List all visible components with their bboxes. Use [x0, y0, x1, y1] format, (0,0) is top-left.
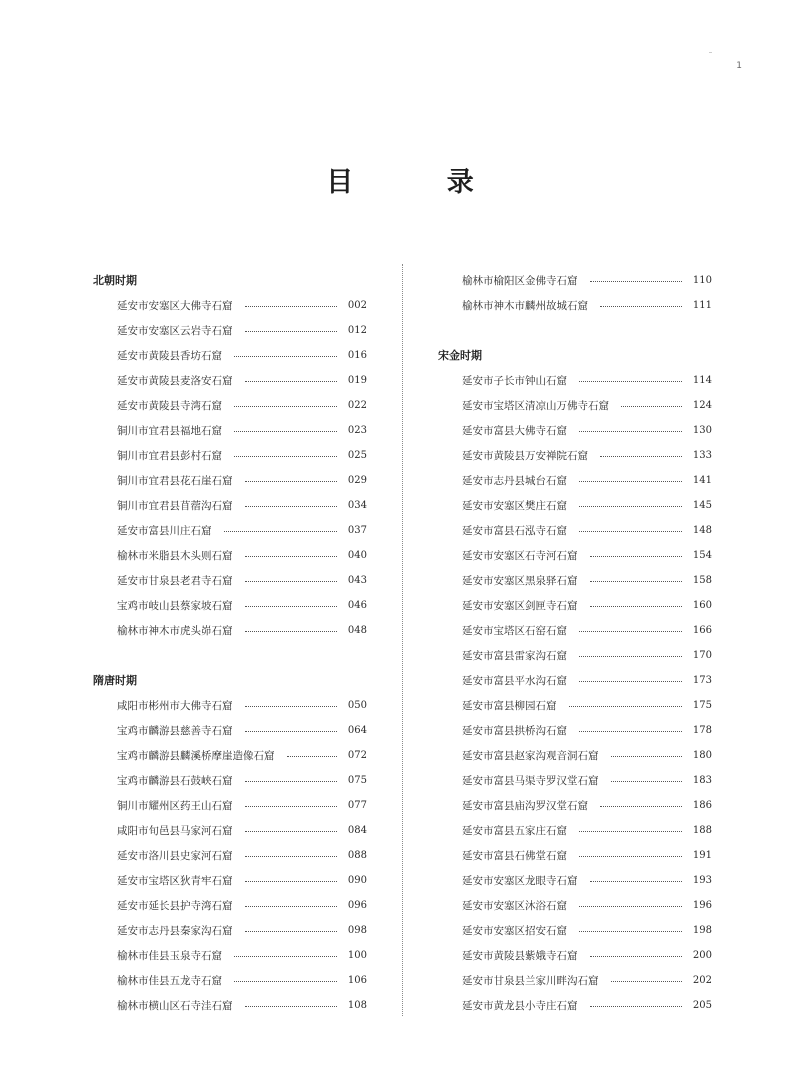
- entry-page-number: 180: [692, 750, 712, 761]
- toc-entry[interactable]: [93, 768, 367, 793]
- entry-page-number: 034: [347, 500, 367, 511]
- toc-entry[interactable]: [438, 468, 712, 493]
- toc-entry[interactable]: [438, 593, 712, 618]
- toc-entry[interactable]: [438, 893, 712, 918]
- entry-title: 榆林市横山区石寺洼石窟: [117, 1000, 233, 1012]
- entry-page-number: 098: [347, 925, 367, 936]
- dot-leader: [245, 506, 338, 507]
- toc-section: [93, 268, 367, 643]
- entry-page-number: 205: [692, 1000, 712, 1011]
- toc-entry[interactable]: [93, 493, 367, 518]
- entry-page-number: 170: [692, 650, 712, 661]
- toc-entry[interactable]: [93, 893, 367, 918]
- page-number: 1: [736, 61, 742, 71]
- entry-page-number: 023: [347, 425, 367, 436]
- toc-entry[interactable]: [438, 843, 712, 868]
- dot-leader: [245, 856, 338, 857]
- entry-title: 延安市富县庙沟罗汉堂石窟: [462, 800, 588, 812]
- entry-title: 咸阳市彬州市大佛寺石窟: [117, 700, 233, 712]
- entry-page-number: 029: [347, 475, 367, 486]
- dot-leader: [245, 381, 338, 382]
- entry-page-number: 072: [347, 750, 367, 761]
- entry-title: 延安市安塞区剑匣寺石窟: [462, 600, 578, 612]
- toc-entry[interactable]: [438, 518, 712, 543]
- toc-entry[interactable]: [93, 743, 367, 768]
- entry-title: 延安市黄陵县万安禅院石窟: [462, 450, 588, 462]
- entry-page-number: 002: [347, 300, 367, 311]
- entry-page-number: 188: [692, 825, 712, 836]
- entry-page-number: 019: [347, 375, 367, 386]
- page-corner-mark: [709, 52, 712, 53]
- toc-entry[interactable]: [438, 993, 712, 1018]
- entry-page-number: 145: [692, 500, 712, 511]
- entry-title: 延安市富县拱桥沟石窟: [462, 725, 567, 737]
- entry-title: 宝鸡市麟游县石鼓峡石窟: [117, 775, 233, 787]
- entry-page-number: 096: [347, 900, 367, 911]
- dot-leader: [590, 556, 683, 557]
- dot-leader: [234, 431, 337, 432]
- entry-page-number: 012: [347, 325, 367, 336]
- dot-leader: [245, 581, 338, 582]
- entry-page-number: 050: [347, 700, 367, 711]
- toc-entry[interactable]: [438, 618, 712, 643]
- entry-title: 延安市志丹县城台石窟: [462, 475, 567, 487]
- entry-title: 榆林市佳县五龙寺石窟: [117, 975, 222, 987]
- entry-title: 铜川市宜君县福地石窟: [117, 425, 222, 437]
- entry-page-number: 193: [692, 875, 712, 886]
- entry-title: 榆林市榆阳区金佛寺石窟: [462, 275, 578, 287]
- page-title: 目 录: [326, 167, 516, 198]
- toc-entry[interactable]: [438, 793, 712, 818]
- entry-title: 延安市安塞区沐浴石窟: [462, 900, 567, 912]
- toc-entry[interactable]: [93, 993, 367, 1018]
- entry-title: 延安市安塞区龙眼寺石窟: [462, 875, 578, 887]
- toc-entry[interactable]: [93, 968, 367, 993]
- toc-entry[interactable]: [93, 818, 367, 843]
- entry-page-number: 124: [692, 400, 712, 411]
- entry-page-number: 022: [347, 400, 367, 411]
- toc-right-column: [438, 268, 712, 1043]
- entry-title: 榆林市佳县玉泉寺石窟: [117, 950, 222, 962]
- entry-page-number: 040: [347, 550, 367, 561]
- toc-entry[interactable]: [438, 443, 712, 468]
- dot-leader: [245, 331, 338, 332]
- entry-title: 宝鸡市岐山县蔡家坡石窟: [117, 600, 233, 612]
- entry-page-number: 037: [347, 525, 367, 536]
- dot-leader: [579, 431, 682, 432]
- toc-entry[interactable]: [438, 393, 712, 418]
- entry-title: 延安市富县石泓寺石窟: [462, 525, 567, 537]
- dot-leader: [579, 931, 682, 932]
- dot-leader: [611, 981, 683, 982]
- entry-page-number: 141: [692, 475, 712, 486]
- entry-title: 延安市洛川县史家河石窟: [117, 850, 233, 862]
- toc-entry[interactable]: [438, 643, 712, 668]
- entry-title: 榆林市神木市虎头峁石窟: [117, 625, 233, 637]
- entry-title: 延安市黄陵县麦洛安石窟: [117, 375, 233, 387]
- toc-entry[interactable]: [438, 543, 712, 568]
- toc-entry[interactable]: [93, 568, 367, 593]
- dot-leader: [245, 306, 338, 307]
- entry-page-number: 106: [347, 975, 367, 986]
- entry-title: 铜川市宜君县花石崖石窟: [117, 475, 233, 487]
- dot-leader: [590, 581, 683, 582]
- entry-page-number: 043: [347, 575, 367, 586]
- entry-title: 延安市安塞区招安石窟: [462, 925, 567, 937]
- entry-title: 延安市志丹县秦家沟石窟: [117, 925, 233, 937]
- entry-page-number: 084: [347, 825, 367, 836]
- toc-entry[interactable]: [93, 293, 367, 318]
- entry-page-number: 198: [692, 925, 712, 936]
- entry-title: 铜川市宜君县彭村石窟: [117, 450, 222, 462]
- toc-entry[interactable]: [438, 418, 712, 443]
- entry-page-number: 166: [692, 625, 712, 636]
- dot-leader: [234, 981, 337, 982]
- entry-page-number: 186: [692, 800, 712, 811]
- dot-leader: [600, 306, 682, 307]
- toc-entry[interactable]: [93, 368, 367, 393]
- entry-page-number: 130: [692, 425, 712, 436]
- entry-title: 延安市延长县护寺湾石窟: [117, 900, 233, 912]
- entry-title: 延安市宝塔区清凉山万佛寺石窟: [462, 400, 609, 412]
- dot-leader: [245, 731, 338, 732]
- entry-title: 延安市安塞区樊庄石窟: [462, 500, 567, 512]
- entry-title: 榆林市神木市麟州故城石窟: [462, 300, 588, 312]
- dot-leader: [611, 756, 683, 757]
- dot-leader: [600, 806, 682, 807]
- dot-leader: [579, 531, 682, 532]
- dot-leader: [234, 356, 337, 357]
- entry-title: 延安市黄陵县寺湾石窟: [117, 400, 222, 412]
- toc-entry[interactable]: [93, 918, 367, 943]
- dot-leader: [579, 731, 682, 732]
- entry-page-number: 088: [347, 850, 367, 861]
- dot-leader: [245, 831, 338, 832]
- toc-entry[interactable]: [438, 368, 712, 393]
- toc-entry[interactable]: [93, 843, 367, 868]
- entry-title: 延安市富县柳园石窟: [462, 700, 557, 712]
- entry-page-number: 111: [692, 300, 712, 311]
- dot-leader: [245, 931, 338, 932]
- dot-leader: [224, 531, 338, 532]
- toc-entry[interactable]: [93, 443, 367, 468]
- dot-leader: [579, 381, 682, 382]
- entry-title: 延安市富县五家庄石窟: [462, 825, 567, 837]
- toc-entry[interactable]: [438, 568, 712, 593]
- toc-entry[interactable]: [93, 543, 367, 568]
- dot-leader: [590, 881, 683, 882]
- entry-title: 宝鸡市麟游县慈善寺石窟: [117, 725, 233, 737]
- entry-title: 宝鸡市麟游县麟溪桥摩崖造像石窟: [117, 750, 275, 762]
- entry-page-number: 175: [692, 700, 712, 711]
- dot-leader: [287, 756, 338, 757]
- dot-leader: [590, 281, 683, 282]
- entry-page-number: 196: [692, 900, 712, 911]
- toc-left-column: [93, 268, 367, 1043]
- dot-leader: [245, 481, 338, 482]
- toc-entry[interactable]: [93, 318, 367, 343]
- entry-title: 咸阳市旬邑县马家河石窟: [117, 825, 233, 837]
- toc-entry[interactable]: [93, 468, 367, 493]
- dot-leader: [579, 656, 682, 657]
- dot-leader: [245, 781, 338, 782]
- dot-leader: [234, 456, 337, 457]
- entry-page-number: 108: [347, 1000, 367, 1011]
- toc-entry[interactable]: [93, 693, 367, 718]
- entry-page-number: 046: [347, 600, 367, 611]
- dot-leader: [245, 881, 338, 882]
- toc-section: [93, 668, 367, 1018]
- entry-title: 延安市富县石佛堂石窟: [462, 850, 567, 862]
- toc-entry[interactable]: [438, 493, 712, 518]
- entry-title: 延安市黄龙县小寺庄石窟: [462, 1000, 578, 1012]
- entry-page-number: 200: [692, 950, 712, 961]
- section-title: 北朝时期: [93, 274, 137, 287]
- entry-page-number: 090: [347, 875, 367, 886]
- dot-leader: [590, 606, 683, 607]
- entry-page-number: 048: [347, 625, 367, 636]
- dot-leader: [569, 706, 683, 707]
- dot-leader: [245, 606, 338, 607]
- entry-page-number: 154: [692, 550, 712, 561]
- entry-title: 延安市富县马渠寺罗汉堂石窟: [462, 775, 599, 787]
- toc-entry[interactable]: [93, 418, 367, 443]
- entry-title: 铜川市耀州区药王山石窟: [117, 800, 233, 812]
- dot-leader: [579, 856, 682, 857]
- toc-entry[interactable]: [93, 393, 367, 418]
- dot-leader: [579, 506, 682, 507]
- dot-leader: [611, 781, 683, 782]
- toc-entry[interactable]: [438, 818, 712, 843]
- entry-page-number: 183: [692, 775, 712, 786]
- toc-entry[interactable]: [93, 943, 367, 968]
- dot-leader: [579, 906, 682, 907]
- entry-title: 延安市宝塔区石窑石窟: [462, 625, 567, 637]
- entry-title: 延安市子长市钟山石窟: [462, 375, 567, 387]
- entry-page-number: 025: [347, 450, 367, 461]
- dot-leader: [245, 556, 338, 557]
- entry-page-number: 100: [347, 950, 367, 961]
- toc-entry[interactable]: [438, 268, 712, 293]
- dot-leader: [245, 806, 338, 807]
- toc-entry[interactable]: [93, 518, 367, 543]
- entry-title: 延安市富县大佛寺石窟: [462, 425, 567, 437]
- entry-title: 延安市富县平水沟石窟: [462, 675, 567, 687]
- entry-page-number: 173: [692, 675, 712, 686]
- entry-title: 延安市宝塔区狄青牢石窟: [117, 875, 233, 887]
- entry-page-number: 191: [692, 850, 712, 861]
- dot-leader: [579, 481, 682, 482]
- entry-title: 榆林市米脂县木头则石窟: [117, 550, 233, 562]
- dot-leader: [579, 681, 682, 682]
- entry-title: 延安市安塞区黑泉驿石窟: [462, 575, 578, 587]
- entry-page-number: 133: [692, 450, 712, 461]
- entry-title: 延安市富县雷家沟石窟: [462, 650, 567, 662]
- entry-title: 延安市安塞区石寺河石窟: [462, 550, 578, 562]
- entry-title: 延安市黄陵县香坊石窟: [117, 350, 222, 362]
- toc-entry[interactable]: [438, 693, 712, 718]
- entry-page-number: 077: [347, 800, 367, 811]
- toc-section: [438, 268, 712, 318]
- dot-leader: [600, 456, 682, 457]
- toc-entry[interactable]: [93, 343, 367, 368]
- dot-leader: [234, 956, 337, 957]
- toc-entry[interactable]: [438, 768, 712, 793]
- toc-entry[interactable]: [93, 868, 367, 893]
- entry-page-number: 064: [347, 725, 367, 736]
- entry-title: 延安市安塞区云岩寺石窟: [117, 325, 233, 337]
- dot-leader: [579, 831, 682, 832]
- column-divider: [402, 264, 403, 1016]
- entry-title: 延安市富县川庄石窟: [117, 525, 212, 537]
- dot-leader: [621, 406, 682, 407]
- dot-leader: [590, 1006, 683, 1007]
- entry-title: 铜川市宜君县苜蓿沟石窟: [117, 500, 233, 512]
- entry-page-number: 160: [692, 600, 712, 611]
- entry-title: 延安市安塞区大佛寺石窟: [117, 300, 233, 312]
- entry-page-number: 114: [692, 375, 712, 386]
- toc-entry[interactable]: [438, 668, 712, 693]
- dot-leader: [245, 631, 338, 632]
- dot-leader: [590, 956, 683, 957]
- entry-page-number: 178: [692, 725, 712, 736]
- toc-entry[interactable]: [93, 718, 367, 743]
- toc-entry[interactable]: [438, 718, 712, 743]
- toc-entry[interactable]: [93, 618, 367, 643]
- toc-entry[interactable]: [438, 968, 712, 993]
- entry-page-number: 202: [692, 975, 712, 986]
- toc-entry[interactable]: [438, 743, 712, 768]
- dot-leader: [579, 631, 682, 632]
- toc-entry[interactable]: [93, 793, 367, 818]
- dot-leader: [245, 1006, 338, 1007]
- entry-title: 延安市甘泉县兰家川畔沟石窟: [462, 975, 599, 987]
- entry-page-number: 016: [347, 350, 367, 361]
- toc-entry[interactable]: [438, 918, 712, 943]
- dot-leader: [234, 406, 337, 407]
- entry-title: 延安市甘泉县老君寺石窟: [117, 575, 233, 587]
- section-title: 隋唐时期: [93, 674, 137, 687]
- entry-page-number: 148: [692, 525, 712, 536]
- toc-section: [438, 343, 712, 1018]
- toc-entry[interactable]: [438, 293, 712, 318]
- toc-entry[interactable]: [93, 593, 367, 618]
- entry-title: 延安市黄陵县紫娥寺石窟: [462, 950, 578, 962]
- entry-page-number: 158: [692, 575, 712, 586]
- entry-title: 延安市富县赵家沟观音洞石窟: [462, 750, 599, 762]
- dot-leader: [245, 706, 338, 707]
- entry-page-number: 110: [692, 275, 712, 286]
- dot-leader: [245, 906, 338, 907]
- toc-entry[interactable]: [438, 943, 712, 968]
- section-title: 宋金时期: [438, 349, 482, 362]
- toc-entry[interactable]: [438, 868, 712, 893]
- entry-page-number: 075: [347, 775, 367, 786]
